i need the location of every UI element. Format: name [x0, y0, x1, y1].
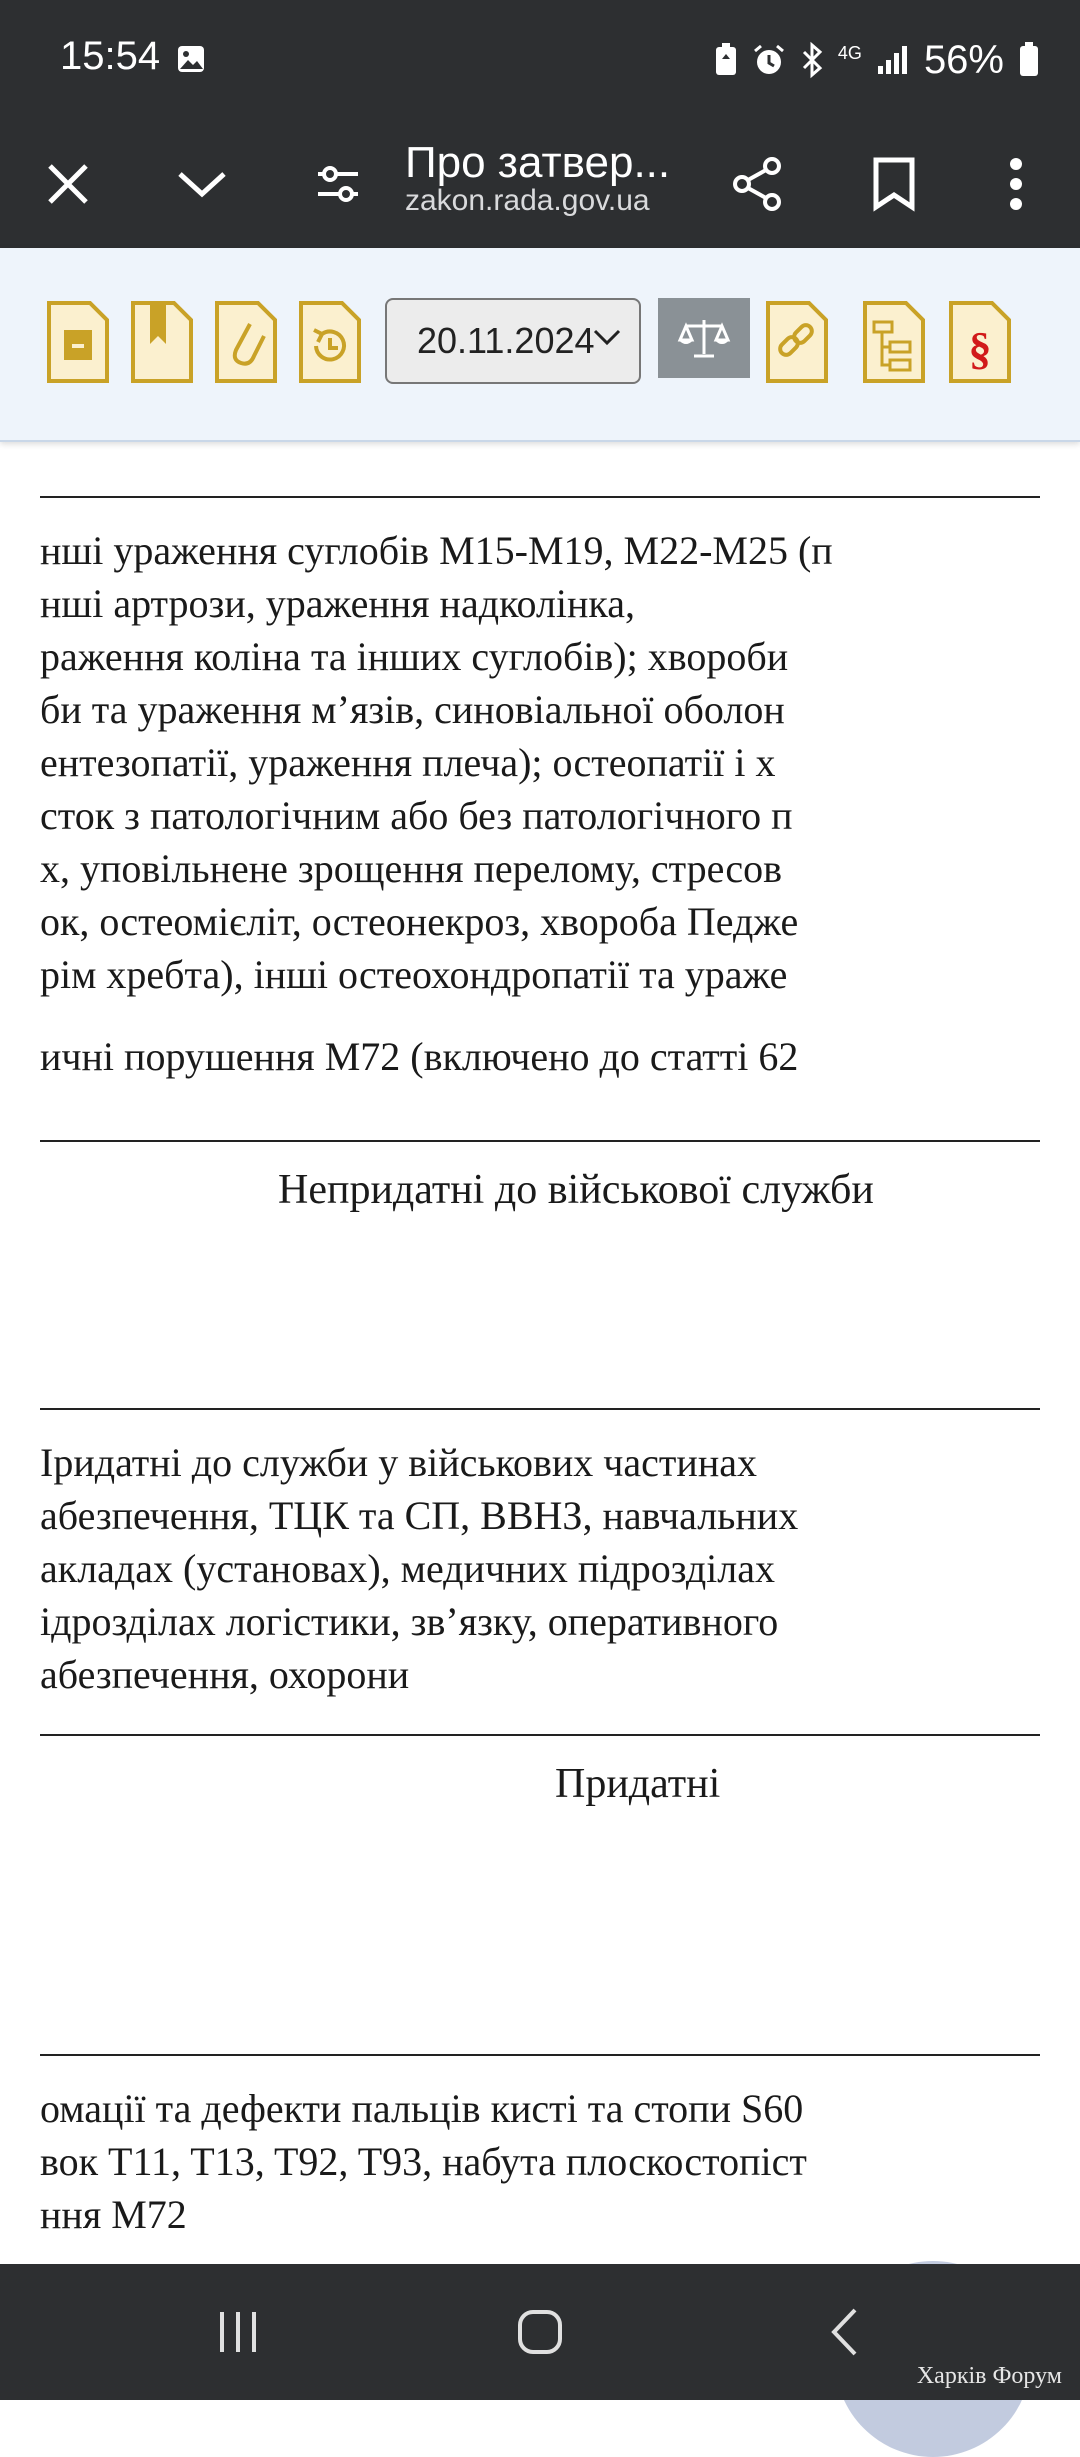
text-line: абезпечення, ТЦК та СП, ВВНЗ, навчальних: [40, 1493, 799, 1538]
status-bar: [0, 0, 1080, 120]
web-page: [0, 248, 1080, 2264]
watermark: Харків Форум: [916, 2363, 1062, 2389]
bookmark-button[interactable]: [852, 142, 936, 226]
more-icon: [1009, 157, 1023, 211]
recent-apps-button[interactable]: [188, 2292, 288, 2372]
text-line: х, уповільнене зрощення перелому, стресов: [40, 846, 783, 891]
minimize-button[interactable]: [160, 142, 244, 226]
edition-date-value: 20.11.2024: [417, 320, 595, 361]
text-line: би та ураження м’язів, синовіальної оболон: [40, 687, 785, 732]
document-toolbar: [0, 248, 1080, 442]
text-line: раження коліна та інших суглобів); хвороби: [40, 634, 789, 679]
unfit-heading: Непридатні до військової служби: [278, 1167, 874, 1213]
image-icon: [176, 44, 206, 74]
close-button[interactable]: [26, 142, 110, 226]
table-divider: [40, 1734, 1040, 1736]
page-url[interactable]: zakon.rada.gov.ua: [405, 184, 650, 217]
page-title[interactable]: Про затвер...: [405, 138, 671, 187]
signal-icon: [876, 44, 910, 76]
share-icon: [730, 156, 786, 212]
text-line: омації та дефекти пальців кисті та стопи S60: [40, 2086, 804, 2131]
compare-button[interactable]: [658, 298, 750, 378]
home-icon: [516, 2308, 564, 2356]
text-line: Іридатні до служби у військових частинах: [40, 1440, 757, 1485]
disease-list-block: [40, 524, 1040, 1001]
back-icon: [829, 2307, 859, 2357]
text-line: ідрозділах логістики, зв’язку, оперативного: [40, 1599, 779, 1644]
fit-heading: Придатні: [555, 1761, 721, 1807]
text-line: ичні порушення M72 (включено до статті 62: [40, 1034, 799, 1079]
paragraph-doc-icon[interactable]: [948, 300, 1012, 384]
attachment-doc-icon[interactable]: [214, 300, 278, 384]
link-doc-icon[interactable]: [765, 300, 829, 384]
text-line: нші артрози, ураження надколінка,: [40, 581, 635, 626]
status-time: 15:54: [60, 34, 161, 78]
text-line: ння M72: [40, 2192, 187, 2237]
text-line: нші ураження суглобів M15-M19, M22-M25 (п: [40, 528, 833, 573]
text-line: абезпечення, охорони: [40, 1652, 410, 1697]
bluetooth-icon: [800, 42, 824, 78]
text-line: акладах (установах), медичних підрозділах: [40, 1546, 775, 1591]
compare-icon: [678, 316, 730, 360]
close-icon: [44, 160, 92, 208]
share-button[interactable]: [716, 142, 800, 226]
back-button[interactable]: [794, 2292, 894, 2372]
archive-doc-icon[interactable]: [46, 300, 110, 384]
table-divider: [40, 1140, 1040, 1142]
network-4g-icon: 4G: [837, 43, 862, 63]
site-settings-button[interactable]: [296, 142, 380, 226]
home-button[interactable]: [490, 2292, 590, 2372]
more-button[interactable]: [974, 142, 1058, 226]
table-divider: [40, 1408, 1040, 1410]
bookmark-icon: [872, 157, 916, 211]
edition-date-select[interactable]: [385, 298, 641, 384]
system-nav-bar: [0, 2264, 1080, 2400]
browser-toolbar: [0, 120, 1080, 248]
recent-apps-icon: [216, 2310, 260, 2354]
svg-text:§: §: [968, 323, 992, 374]
battery-saver-icon: [714, 43, 738, 77]
site-settings-icon: [312, 162, 364, 206]
history-doc-icon[interactable]: [298, 300, 362, 384]
status-icons: [714, 30, 1040, 90]
deformities-block: [40, 2082, 1040, 2241]
text-line: ок, остеомієліт, остеонекроз, хвороба Педже: [40, 899, 799, 944]
bookmark-doc-icon[interactable]: [130, 300, 194, 384]
text-line: рім хребта), інші остеохондропатії та ураже: [40, 952, 788, 997]
fit-units-block: [40, 1436, 1040, 1701]
text-line: ентезопатії, ураження плеча); остеопатії і х: [40, 740, 776, 785]
chevron-down-icon: [593, 328, 621, 346]
table-divider: [40, 2054, 1040, 2056]
chevron-down-icon: [176, 168, 228, 200]
text-line: вок T11, T13, T92, T93, набута плоскостопіст: [40, 2139, 807, 2184]
alarm-icon: [752, 43, 786, 77]
battery-percent: 56%: [923, 37, 1004, 82]
table-divider: [40, 496, 1040, 498]
battery-icon: [1018, 42, 1040, 78]
text-line: сток з патологічним або без патологічного п: [40, 793, 793, 838]
structure-doc-icon[interactable]: [862, 300, 926, 384]
